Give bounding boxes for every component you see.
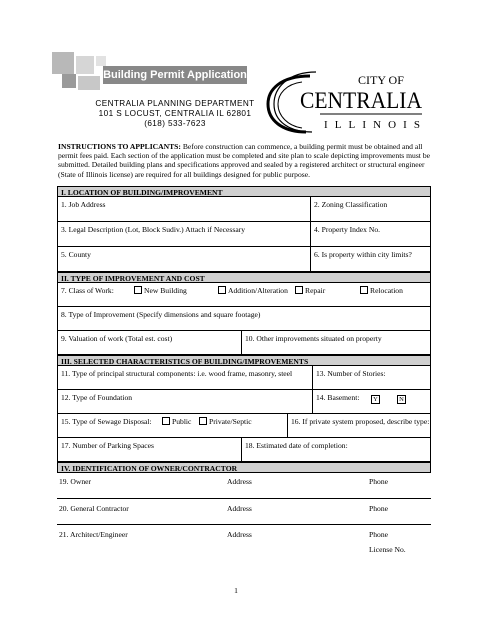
property-index-field[interactable]	[310, 222, 430, 246]
private-system-field[interactable]	[287, 414, 430, 437]
completion-date-field[interactable]	[241, 438, 430, 461]
county-field[interactable]	[58, 247, 310, 271]
dept-name: CENTRALIA PLANNING DEPARTMENT	[95, 99, 255, 108]
instructions-label: INSTRUCTIONS TO APPLICANTS:	[58, 142, 181, 151]
row-class-of-work	[57, 283, 431, 307]
city-limits-field[interactable]	[310, 247, 430, 271]
permit-form	[57, 186, 431, 559]
row-structural	[57, 366, 431, 390]
instructions	[58, 142, 430, 179]
city-limits-label: 6. Is property within city limits?	[314, 250, 412, 259]
checkbox-private-septic[interactable]: Private/Septic	[199, 417, 252, 426]
row-general-contractor[interactable]	[57, 499, 431, 525]
stories-field[interactable]	[312, 366, 430, 389]
owner-address-label: Address	[227, 477, 252, 486]
row-foundation	[57, 390, 431, 414]
other-improvements-label: 10. Other improvements situated on property	[245, 334, 382, 343]
property-index-label: 4. Property Index No.	[314, 225, 381, 234]
owner-phone-label: Phone	[369, 477, 388, 486]
architect-address-label: Address	[227, 530, 252, 539]
checkbox-public[interactable]: Public	[162, 417, 191, 426]
other-improvements-field[interactable]	[241, 331, 430, 354]
zoning-field[interactable]	[310, 197, 430, 221]
section-improvement: II. TYPE OF IMPROVEMENT AND COST	[57, 272, 431, 283]
county-label: 5. County	[61, 250, 91, 259]
basement-no-checkbox[interactable]: N	[397, 393, 406, 404]
contractor-phone-label: Phone	[369, 504, 388, 513]
checkbox-relocation[interactable]: Relocation	[360, 286, 403, 295]
row-valuation	[57, 331, 431, 355]
legal-description-label: 3. Legal Description (Lot, Block Sudiv.) Attach if Necessary	[61, 225, 246, 234]
row-parking	[57, 438, 431, 462]
sewage-field	[58, 414, 287, 437]
section-location: I. LOCATION OF BUILDING/IMPROVEMENT	[57, 186, 431, 197]
legal-description-field[interactable]	[58, 222, 310, 246]
private-system-label: 16. If private system proposed, describe type:	[291, 417, 430, 426]
checkbox-repair[interactable]: Repair	[295, 286, 325, 295]
contractor-address-label: Address	[227, 504, 252, 513]
structural-components-label: 11. Type of principal structural components: i.e. wood frame, masonry, steel	[61, 369, 293, 378]
basement-field	[312, 390, 430, 413]
owner-label: 19. Owner	[59, 477, 92, 486]
row-county-limits	[57, 247, 431, 272]
dept-phone: (618) 533-7623	[144, 119, 206, 128]
row-owner[interactable]	[57, 473, 431, 499]
job-address-field[interactable]	[58, 197, 310, 221]
zoning-label: 2. Zoning Classification	[314, 200, 388, 209]
row-type-improvement	[57, 307, 431, 331]
completion-date-label: 18. Estimated date of completion:	[245, 441, 348, 450]
valuation-label: 9. Valuation of work (Total est. cost)	[61, 334, 173, 343]
license-label: License No.	[369, 545, 406, 554]
dept-address: 101 S LOCUST, CENTRALIA IL 62801	[98, 109, 252, 118]
type-of-improvement-label: 8. Type of Improvement (Specify dimensions and square footage)	[61, 310, 261, 319]
job-address-label: 1. Job Address	[61, 200, 106, 209]
logo-name: CENTRALIA	[300, 88, 423, 113]
row-legal-index	[57, 222, 431, 247]
basement-yes-checkbox[interactable]: Y	[371, 393, 380, 404]
foundation-label: 12. Type of Foundation	[61, 393, 133, 402]
structural-components-field[interactable]	[58, 366, 312, 389]
foundation-field[interactable]	[58, 390, 312, 413]
logo-state: ILLINOIS	[324, 119, 420, 131]
architect-label: 21. Architect/Engineer	[59, 530, 128, 539]
section-owner-contractor: IV. IDENTIFICATION OF OWNER/CONTRACTOR	[57, 462, 431, 473]
row-address-zoning	[57, 197, 431, 222]
contractor-label: 20. General Contractor	[59, 504, 129, 513]
row-architect[interactable]	[57, 525, 431, 559]
checkbox-new-building[interactable]: New Building	[134, 286, 187, 295]
stories-label: 13. Number of Stories:	[316, 369, 386, 378]
logo-city-of: CITY OF	[358, 73, 404, 87]
city-logo	[262, 70, 428, 134]
banner-title: Building Permit Application	[103, 66, 247, 84]
section-characteristics: III. SELECTED CHARACTERISTICS OF BUILDING/IMPROVEMENTS	[57, 355, 431, 366]
basement-label: 14. Basement:	[316, 393, 360, 402]
instructions-text: Before construction can commence, a building permit must be obtained and all permit fees paid. Each section of the application must be completed and site plan to scale depicting improvements must be submitted. Detailed building plans and specifications approved and sealed by a registered architect or structural engineer (State of Illinois license) are required for all buildings designed for public purpose.	[58, 142, 430, 179]
checkbox-addition-alteration[interactable]: Addition/Alteration	[218, 286, 288, 295]
architect-phone-label: Phone	[369, 530, 388, 539]
type-of-improvement-field[interactable]	[58, 307, 430, 330]
class-of-work-label: 7. Class of Work:	[61, 286, 114, 295]
valuation-field[interactable]	[58, 331, 241, 354]
page-number: 1	[234, 586, 238, 595]
class-of-work-field	[58, 283, 430, 306]
parking-label: 17. Number of Parking Spaces	[61, 441, 155, 450]
parking-field[interactable]	[58, 438, 241, 461]
sewage-label: 15. Type of Sewage Disposal:	[61, 417, 152, 426]
row-sewage	[57, 414, 431, 438]
